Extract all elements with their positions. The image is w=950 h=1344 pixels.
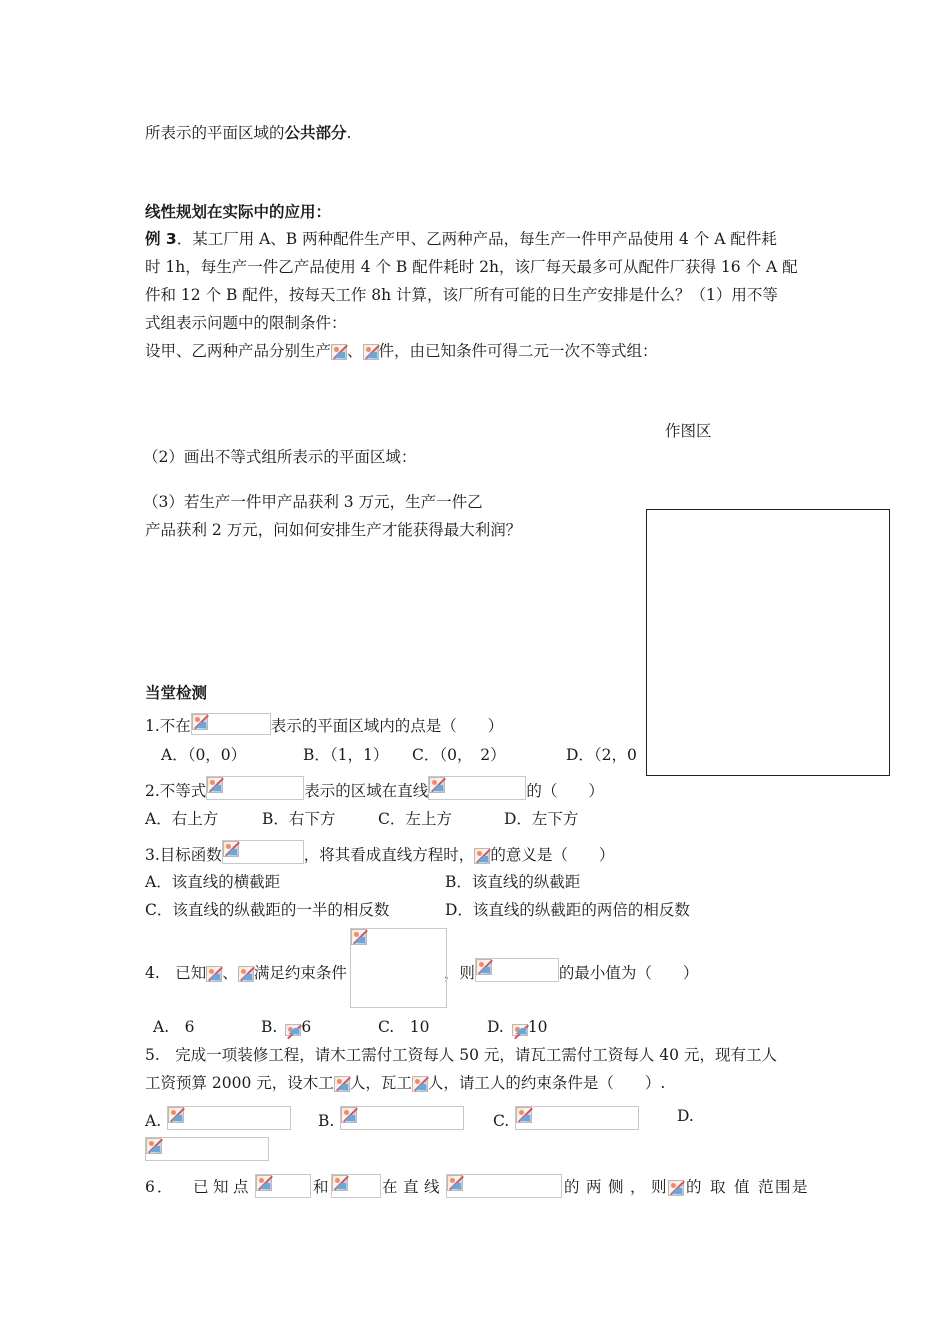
q6-char: 值 <box>734 1178 750 1196</box>
q2-post: 的（ ） <box>526 782 604 800</box>
broken-image-icon <box>341 1107 357 1123</box>
q4-option-b[interactable] <box>261 1017 311 1037</box>
q4-option-d-value: 10 <box>527 1018 548 1036</box>
q4-mid: 满足约束条件 <box>253 964 347 982</box>
q3-option-c[interactable]: C．该直线的纵截距的一半的相反数 <box>145 901 390 919</box>
q6-char: ， <box>630 1178 646 1196</box>
q6-char: 6 <box>145 1178 155 1196</box>
broken-image-icon <box>332 1175 348 1191</box>
broken-image-icon <box>476 959 492 975</box>
example-text-5b: 、 <box>347 342 363 360</box>
broken-image-icon <box>331 344 347 360</box>
q1-post: 表示的平面区域内的点是（ ） <box>270 717 504 735</box>
q5-option-d-image <box>145 1137 269 1161</box>
q5-option-c-image <box>515 1106 639 1130</box>
broken-image-icon <box>192 714 208 730</box>
q2-option-b[interactable]: B．右下方 <box>262 810 336 828</box>
broken-image-icon <box>168 1107 184 1123</box>
q5-text-c: 人，请工人的约束条件是（ ）. <box>427 1074 666 1092</box>
broken-image-icon <box>285 1024 301 1036</box>
question-3-line-2: 产品获利 2 万元，问如何安排生产才能获得最大利润？ <box>145 521 522 539</box>
q4-pre: 4. 已知 <box>145 964 207 982</box>
q1-option-d[interactable]: D．（2，0 <box>566 746 637 764</box>
q5-image-y <box>412 1076 428 1092</box>
q2-option-a[interactable]: A．右上方 <box>145 810 219 828</box>
q2-option-d[interactable]: D．左下方 <box>504 810 579 828</box>
q4-option-b-image <box>285 1024 301 1036</box>
q3-option-a[interactable]: A．该直线的横截距 <box>145 873 281 891</box>
q3-post: 的意义是（ ） <box>490 846 615 864</box>
q5-option-d[interactable]: D. <box>677 1107 694 1125</box>
q2-stem <box>145 776 604 801</box>
formula-image-y <box>363 344 379 360</box>
q4-option-b-value: 6 <box>301 1018 312 1036</box>
q6-and: 和 <box>313 1178 329 1196</box>
q4-option-d[interactable] <box>487 1017 548 1037</box>
section-application-heading: 线性规划在实际中的应用： <box>145 203 332 221</box>
example-label: 例 3 <box>145 230 177 248</box>
q2-formula-image-1 <box>206 776 304 800</box>
q4-sep: 、 <box>222 964 238 982</box>
broken-image-icon <box>474 848 490 864</box>
q1-option-a[interactable]: A．（0，0） <box>161 746 247 764</box>
q5-option-b-label: B. <box>318 1112 335 1130</box>
q4-image-x <box>206 966 222 982</box>
example-line-4: 式组表示问题中的限制条件： <box>145 314 347 332</box>
example-text-5a: 设甲、乙两种产品分别生产 <box>145 342 332 360</box>
q6-char: 取 <box>710 1178 726 1196</box>
q5-text-b: 人，瓦工 <box>349 1074 412 1092</box>
q5-line-2 <box>145 1073 665 1093</box>
q6-char: 的 <box>686 1178 702 1196</box>
broken-image-icon <box>351 929 367 945</box>
q4-mid2: ，则 <box>443 964 475 982</box>
broken-image-icon <box>447 1175 463 1191</box>
q3-option-b[interactable]: B．该直线的纵截距 <box>445 873 581 891</box>
q4-option-a[interactable]: A. 6 <box>153 1018 195 1036</box>
q1-option-c[interactable]: C．（0， 2） <box>412 746 506 764</box>
q5-image-x <box>334 1076 350 1092</box>
q6-char: 围 <box>775 1178 791 1196</box>
q6-char: 则 <box>651 1178 667 1196</box>
question-2-text: （2）画出不等式组所表示的平面区域： <box>143 448 417 466</box>
q6-char: 线 <box>424 1178 440 1196</box>
q4-option-d-label: D. <box>487 1018 504 1036</box>
question-3-line-1: （3）若生产一件甲产品获利 3 万元，生产一件乙 <box>143 493 483 511</box>
broken-image-icon <box>512 1024 528 1036</box>
broken-image-icon <box>207 777 223 793</box>
section-check-heading: 当堂检测 <box>145 684 208 702</box>
broken-image-icon <box>146 1138 162 1154</box>
q3-pre: 3.目标函数 <box>145 846 222 864</box>
q5-option-c[interactable] <box>493 1106 639 1131</box>
broken-image-icon <box>223 841 239 857</box>
q5-option-c-label: C. <box>493 1112 510 1130</box>
q6-char: 范 <box>758 1178 774 1196</box>
example-line-3: 件和 12 个 B 配件，按每天工作 8h 计算，该厂所有可能的日生产安排是什么？（1）用不等 <box>145 286 778 304</box>
q6-char: 是 <box>792 1178 808 1196</box>
q4-constraint-image <box>350 928 447 1008</box>
q1-option-b[interactable]: B．（1，1） <box>303 746 389 764</box>
q5-option-b[interactable] <box>318 1106 464 1131</box>
q6-char: 直 <box>403 1178 419 1196</box>
q1-formula-image <box>191 713 271 735</box>
q5-option-a-label: A. <box>145 1112 162 1130</box>
intro-text: 所表示的平面区域的 <box>145 124 285 142</box>
q6-char: 已 <box>193 1178 209 1196</box>
q5-text-a: 工资预算 2000 元，设木工 <box>145 1074 334 1092</box>
example-text-1: ．某工厂用 A、B 两种配件生产甲、乙两种产品，每生产一件甲产品使用 4 个 A 配件耗 <box>176 230 777 248</box>
q3-formula-image <box>222 840 304 864</box>
q3-variable-image <box>474 848 490 864</box>
q3-mid: ，将其看成直线方程时， <box>303 846 475 864</box>
q4-post: 的最小值为（ ） <box>558 964 699 982</box>
broken-image-icon <box>429 777 445 793</box>
q4-option-b-label: B. <box>261 1018 278 1036</box>
broken-image-icon <box>363 344 379 360</box>
q4-objective-image <box>475 958 559 982</box>
q1-pre: 1.不在 <box>145 717 191 735</box>
q5-option-b-image <box>340 1106 464 1130</box>
q5-option-a-image <box>167 1106 291 1130</box>
q6-char: 侧 <box>608 1178 624 1196</box>
q6-char: 知 <box>213 1178 229 1196</box>
q2-option-c[interactable]: C．左上方 <box>378 810 452 828</box>
intro-end: . <box>346 124 352 142</box>
q5-option-a[interactable] <box>145 1106 291 1131</box>
broken-image-icon <box>334 1076 350 1092</box>
q2-formula-image-2 <box>428 776 526 800</box>
q6-char: ． <box>157 1178 173 1196</box>
intro-bold: 公共部分 <box>284 124 347 142</box>
intro-line <box>145 123 351 143</box>
broken-image-icon <box>412 1076 428 1092</box>
q5-line-1: 5. 完成一项装修工程，请木工需付工资每人 50 元，请瓦工需付工资每人 40 元，现有工人 <box>145 1046 777 1064</box>
q6-point-a-image <box>255 1174 311 1198</box>
broken-image-icon <box>206 966 222 982</box>
q1-stem <box>145 713 503 736</box>
example-line-5 <box>145 341 658 361</box>
drawing-area-box[interactable] <box>646 509 890 776</box>
q6-point-b-image <box>331 1174 381 1198</box>
example-line-1 <box>145 229 777 249</box>
q4-option-c[interactable]: C. 10 <box>378 1018 430 1036</box>
q4-option-d-image <box>512 1024 528 1036</box>
q6-char: 在 <box>382 1178 398 1196</box>
q2-pre: 2.不等式 <box>145 782 207 800</box>
broken-image-icon <box>516 1107 532 1123</box>
q6-line-image <box>446 1174 562 1198</box>
q3-option-d[interactable]: D．该直线的纵截距的两倍的相反数 <box>445 901 690 919</box>
broken-image-icon <box>668 1180 684 1196</box>
example-line-2: 时 1h，每生产一件乙产品使用 4 个 B 配件耗时 2h，该厂每天最多可从配件厂获得 16 个 A 配 <box>145 258 798 276</box>
q4-image-y <box>238 966 254 982</box>
q2-mid: 表示的区域在直线 <box>304 782 429 800</box>
q6-char: 点 <box>233 1178 249 1196</box>
draw-area-label: 作图区 <box>665 422 712 440</box>
broken-image-icon <box>238 966 254 982</box>
q6-char: 的 <box>564 1178 580 1196</box>
q3-stem <box>145 840 614 865</box>
q6-variable-image <box>668 1180 684 1196</box>
q6-char: 两 <box>586 1178 602 1196</box>
broken-image-icon <box>256 1175 272 1191</box>
example-text-5c: 件，由已知条件可得二元一次不等式组： <box>378 342 658 360</box>
formula-image-x <box>331 344 347 360</box>
